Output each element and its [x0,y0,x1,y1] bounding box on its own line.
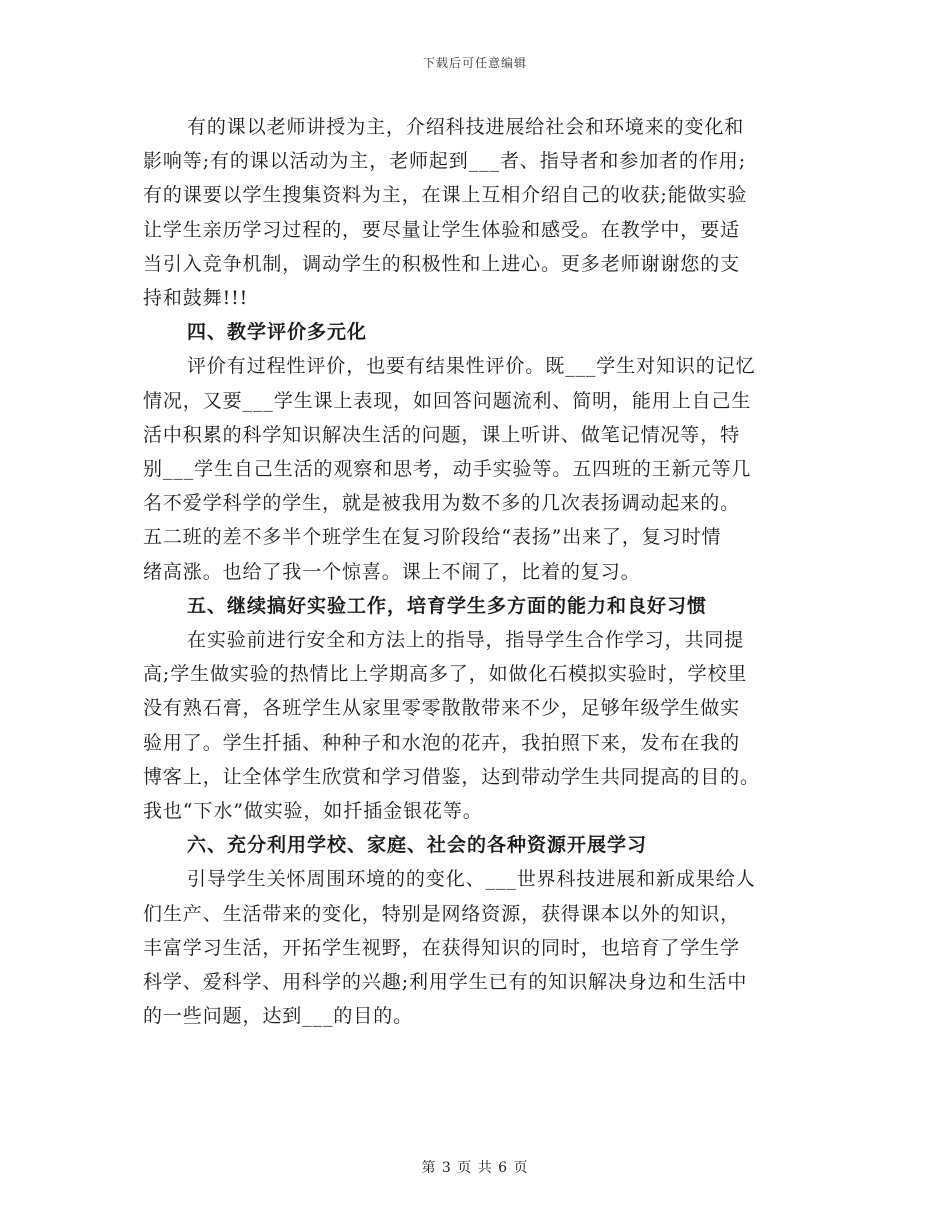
text-line: 高;学生做实验的热情比上学期高多了，如做化石模拟实验时，学校里 [143,663,748,686]
text-line: 情况，又要___学生课上表现，如回答问题流利、简明，能用上自己生 [143,389,752,412]
section-heading: 六、充分利用学校、家庭、社会的各种资源开展学习 [187,834,648,857]
text-line: 有的课以老师讲授为主，介绍科技进展给社会和环境来的变化和 [187,116,745,138]
text-line: 我也“下水”做实验，如扦插金银花等。 [143,800,483,823]
text-line: 让学生亲历学习过程的，要尽量让学生体验和感受。在教学中，要适 [143,218,741,241]
text-line: 丰富学习生活，开拓学生视野，在获得知识的同时，也培育了学生学 [143,936,741,959]
text-line: 活中积累的科学知识解决生活的问题，课上听讲、做笔记情况等，特 [143,423,741,446]
text-line: 当引入竞争机制，调动学生的积极性和上进心。更多老师谢谢您的支 [143,252,741,275]
text-line: 名不爱学科学的学生，就是被我用为数不多的几次表扬调动起来的。 [143,492,741,515]
text-line: 有的课要以学生搜集资料为主，在课上互相介绍自己的收获;能做实验 [143,184,748,207]
text-line: 持和鼓舞!!! [143,287,249,310]
text-line: 评价有过程性评价，也要有结果性评价。既___学生对知识的记忆 [187,355,756,378]
section-heading: 五、继续搞好实验工作，培育学生多方面的能力和良好习惯 [187,594,708,617]
text-line: 绪高涨。也给了我一个惊喜。课上不闹了，比着的复习。 [143,560,641,583]
text-line: 的一些问题，达到___的目的。 [143,1005,414,1028]
text-line: 别___学生自己生活的观察和思考，动手实验等。五四班的王新元等几 [143,458,752,481]
text-line: 验用了。学生扦插、种种子和水泡的花卉，我拍照下来，发布在我的 [143,731,741,754]
text-line: 们生产、生活带来的变化，特别是网络资源，获得课本以外的知识， [143,902,741,925]
page-number: 第 3 页 共 6 页 [421,1160,529,1176]
document-body [143,110,807,1033]
section-heading: 四、教学评价多元化 [187,321,368,344]
text-line: 五二班的差不多半个班学生在复习阶段给“表扬”出来了，复习时情 [143,526,722,549]
text-line: 影响等;有的课以活动为主，老师起到___者、指导者和参加者的作用; [143,150,747,173]
text-line: 在实验前进行安全和方法上的指导，指导学生合作学习，共同提 [187,629,745,652]
text-line: 科学、爱科学、用科学的兴趣;利用学生已有的知识解决身边和生活中 [143,971,748,994]
text-line: 没有熟石膏，各班学生从家里零零散散带来不少，足够年级学生做实 [143,697,741,720]
page-header: 下载后可任意编辑 [422,56,527,70]
text-line: 博客上，让全体学生欣赏和学习借鉴，达到带动学生共同提高的目的。 [143,765,760,788]
text-line: 引导学生关怀周围环境的的变化、___世界科技进展和新成果给人 [187,868,756,891]
